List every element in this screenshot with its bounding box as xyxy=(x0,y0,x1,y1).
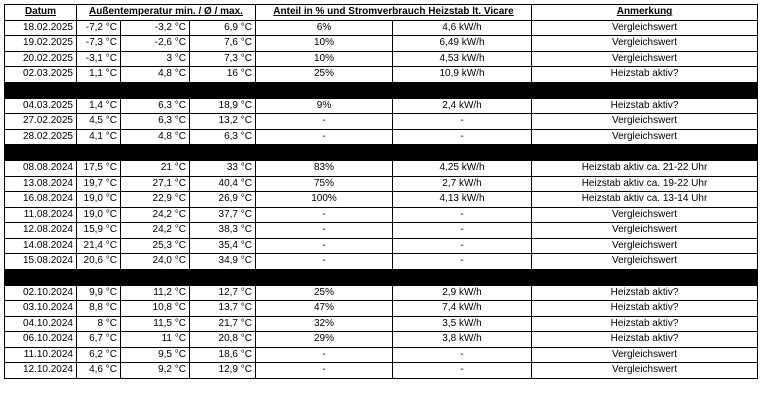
table-row xyxy=(5,238,758,254)
cell-temp-avg: 24,2 °C xyxy=(121,223,190,239)
cell-share: 10% xyxy=(256,51,393,67)
cell-temp-avg: 9,5 °C xyxy=(121,347,190,363)
cell-remark: Heizstab aktiv? xyxy=(532,285,758,301)
cell-power: - xyxy=(393,347,532,363)
cell-temp-min: -7,2 °C xyxy=(77,20,121,36)
cell-date: 20.02.2025 xyxy=(5,51,77,67)
cell-share: 32% xyxy=(256,316,393,332)
cell-temp-max: 40,4 °C xyxy=(190,176,256,192)
cell-temp-min: 21,4 °C xyxy=(77,238,121,254)
table-row xyxy=(5,347,758,363)
table-row xyxy=(5,332,758,348)
cell-temp-max: 33 °C xyxy=(190,161,256,177)
cell-temp-min: -3,1 °C xyxy=(77,51,121,67)
cell-share: 10% xyxy=(256,36,393,52)
cell-date: 13.08.2024 xyxy=(5,176,77,192)
cell-temp-avg: -3,2 °C xyxy=(121,20,190,36)
cell-date: 02.03.2025 xyxy=(5,67,77,83)
cell-remark: Vergleichswert xyxy=(532,223,758,239)
cell-date: 12.08.2024 xyxy=(5,223,77,239)
cell-temp-avg: 24,2 °C xyxy=(121,207,190,223)
cell-temp-avg: 27,1 °C xyxy=(121,176,190,192)
cell-remark: Heizstab aktiv? xyxy=(532,98,758,114)
table-row xyxy=(5,207,758,223)
cell-temp-max: 34,9 °C xyxy=(190,254,256,270)
cell-power: 7,4 kW/h xyxy=(393,301,532,317)
table-row xyxy=(5,192,758,208)
cell-share: 47% xyxy=(256,301,393,317)
cell-remark: Heizstab aktiv? xyxy=(532,316,758,332)
cell-power: 4,13 kW/h xyxy=(393,192,532,208)
cell-temp-min: 1,4 °C xyxy=(77,98,121,114)
cell-temp-min: 6,7 °C xyxy=(77,332,121,348)
cell-date: 04.03.2025 xyxy=(5,98,77,114)
cell-temp-min: 8,8 °C xyxy=(77,301,121,317)
heating-rod-table xyxy=(4,4,758,379)
table-row xyxy=(5,301,758,317)
cell-remark: Vergleichswert xyxy=(532,51,758,67)
table-wrapper xyxy=(4,4,758,379)
cell-temp-max: 18,6 °C xyxy=(190,347,256,363)
cell-power: 3,5 kW/h xyxy=(393,316,532,332)
cell-temp-max: 38,3 °C xyxy=(190,223,256,239)
table-row xyxy=(5,51,758,67)
cell-temp-max: 37,7 °C xyxy=(190,207,256,223)
header-datum: Datum xyxy=(5,5,77,21)
separator-bar xyxy=(5,269,758,285)
group-separator xyxy=(5,269,758,285)
cell-date: 18.02.2025 xyxy=(5,20,77,36)
cell-remark: Heizstab aktiv ca. 21-22 Uhr xyxy=(532,161,758,177)
table-row xyxy=(5,129,758,145)
cell-temp-avg: 11,5 °C xyxy=(121,316,190,332)
cell-power: - xyxy=(393,238,532,254)
cell-remark: Vergleichswert xyxy=(532,20,758,36)
table-row xyxy=(5,36,758,52)
cell-date: 28.02.2025 xyxy=(5,129,77,145)
cell-power: 2,7 kW/h xyxy=(393,176,532,192)
header-share: Anteil in % und Stromverbrauch Heizstab lt. Vicare xyxy=(256,5,532,21)
cell-date: 14.08.2024 xyxy=(5,238,77,254)
cell-temp-min: 6,2 °C xyxy=(77,347,121,363)
cell-temp-avg: 11,2 °C xyxy=(121,285,190,301)
cell-power: - xyxy=(393,223,532,239)
cell-temp-avg: 21 °C xyxy=(121,161,190,177)
cell-remark: Vergleichswert xyxy=(532,114,758,130)
cell-temp-min: -7,3 °C xyxy=(77,36,121,52)
table-row xyxy=(5,20,758,36)
cell-temp-avg: -2,6 °C xyxy=(121,36,190,52)
cell-temp-min: 19,7 °C xyxy=(77,176,121,192)
cell-remark: Vergleichswert xyxy=(532,347,758,363)
cell-share: 29% xyxy=(256,332,393,348)
cell-share: - xyxy=(256,129,393,145)
table-row xyxy=(5,254,758,270)
header-remark: Anmerkung xyxy=(532,5,758,21)
cell-power: 2,4 kW/h xyxy=(393,98,532,114)
cell-temp-max: 21,7 °C xyxy=(190,316,256,332)
cell-date: 11.08.2024 xyxy=(5,207,77,223)
cell-share: 25% xyxy=(256,67,393,83)
cell-date: 08.08.2024 xyxy=(5,161,77,177)
cell-temp-avg: 4,8 °C xyxy=(121,129,190,145)
cell-date: 12.10.2024 xyxy=(5,363,77,379)
cell-share: 25% xyxy=(256,285,393,301)
cell-temp-avg: 4,8 °C xyxy=(121,67,190,83)
table-row xyxy=(5,98,758,114)
table-row xyxy=(5,316,758,332)
cell-share: - xyxy=(256,363,393,379)
cell-temp-avg: 22,9 °C xyxy=(121,192,190,208)
cell-share: - xyxy=(256,223,393,239)
table-body xyxy=(5,20,758,378)
cell-temp-avg: 25,3 °C xyxy=(121,238,190,254)
cell-temp-avg: 6,3 °C xyxy=(121,114,190,130)
cell-share: - xyxy=(256,114,393,130)
cell-share: - xyxy=(256,207,393,223)
cell-date: 16.08.2024 xyxy=(5,192,77,208)
cell-power: 4,25 kW/h xyxy=(393,161,532,177)
cell-power: 4,6 kW/h xyxy=(393,20,532,36)
cell-temp-max: 12,9 °C xyxy=(190,363,256,379)
cell-temp-min: 1,1 °C xyxy=(77,67,121,83)
cell-temp-avg: 11 °C xyxy=(121,332,190,348)
cell-share: 83% xyxy=(256,161,393,177)
cell-date: 11.10.2024 xyxy=(5,347,77,363)
cell-date: 27.02.2025 xyxy=(5,114,77,130)
cell-power: 3,8 kW/h xyxy=(393,332,532,348)
cell-remark: Vergleichswert xyxy=(532,238,758,254)
cell-temp-min: 9,9 °C xyxy=(77,285,121,301)
table-row xyxy=(5,176,758,192)
cell-temp-min: 4,5 °C xyxy=(77,114,121,130)
cell-share: - xyxy=(256,254,393,270)
table-row xyxy=(5,223,758,239)
cell-power: - xyxy=(393,207,532,223)
cell-temp-max: 12,7 °C xyxy=(190,285,256,301)
cell-share: - xyxy=(256,347,393,363)
header-row xyxy=(5,5,758,21)
cell-temp-min: 20,6 °C xyxy=(77,254,121,270)
cell-temp-max: 35,4 °C xyxy=(190,238,256,254)
cell-temp-min: 15,9 °C xyxy=(77,223,121,239)
cell-temp-max: 6,3 °C xyxy=(190,129,256,145)
cell-power: - xyxy=(393,254,532,270)
cell-power: - xyxy=(393,129,532,145)
cell-temp-min: 8 °C xyxy=(77,316,121,332)
cell-temp-max: 20,8 °C xyxy=(190,332,256,348)
cell-temp-avg: 9,2 °C xyxy=(121,363,190,379)
cell-date: 04.10.2024 xyxy=(5,316,77,332)
table-row xyxy=(5,161,758,177)
table-row xyxy=(5,114,758,130)
separator-bar xyxy=(5,82,758,98)
cell-temp-max: 26,9 °C xyxy=(190,192,256,208)
cell-share: - xyxy=(256,238,393,254)
cell-remark: Heizstab aktiv? xyxy=(532,301,758,317)
cell-remark: Vergleichswert xyxy=(532,129,758,145)
cell-power: 6,49 kW/h xyxy=(393,36,532,52)
cell-share: 6% xyxy=(256,20,393,36)
cell-date: 19.02.2025 xyxy=(5,36,77,52)
cell-temp-avg: 24,0 °C xyxy=(121,254,190,270)
cell-temp-avg: 6,3 °C xyxy=(121,98,190,114)
cell-temp-max: 18,9 °C xyxy=(190,98,256,114)
cell-temp-max: 7,6 °C xyxy=(190,36,256,52)
cell-date: 03.10.2024 xyxy=(5,301,77,317)
cell-remark: Heizstab aktiv? xyxy=(532,67,758,83)
cell-temp-min: 19,0 °C xyxy=(77,207,121,223)
cell-temp-avg: 3 °C xyxy=(121,51,190,67)
cell-temp-min: 17,5 °C xyxy=(77,161,121,177)
table-row xyxy=(5,363,758,379)
cell-remark: Heizstab aktiv ca. 19-22 Uhr xyxy=(532,176,758,192)
cell-temp-max: 13,2 °C xyxy=(190,114,256,130)
cell-power: 10,9 kW/h xyxy=(393,67,532,83)
cell-date: 15.08.2024 xyxy=(5,254,77,270)
cell-power: - xyxy=(393,363,532,379)
cell-share: 75% xyxy=(256,176,393,192)
cell-share: 100% xyxy=(256,192,393,208)
cell-temp-avg: 10,8 °C xyxy=(121,301,190,317)
cell-temp-max: 16 °C xyxy=(190,67,256,83)
cell-temp-min: 19,0 °C xyxy=(77,192,121,208)
cell-share: 9% xyxy=(256,98,393,114)
header-temperature: Außentemperatur min. / Ø / max. xyxy=(77,5,256,21)
cell-power: 2,9 kW/h xyxy=(393,285,532,301)
cell-temp-max: 6,9 °C xyxy=(190,20,256,36)
table-row xyxy=(5,285,758,301)
cell-power: - xyxy=(393,114,532,130)
cell-remark: Heizstab aktiv? xyxy=(532,332,758,348)
group-separator xyxy=(5,145,758,161)
cell-temp-max: 7,3 °C xyxy=(190,51,256,67)
cell-date: 02.10.2024 xyxy=(5,285,77,301)
cell-date: 06.10.2024 xyxy=(5,332,77,348)
cell-temp-max: 13,7 °C xyxy=(190,301,256,317)
separator-bar xyxy=(5,145,758,161)
cell-temp-min: 4,1 °C xyxy=(77,129,121,145)
table-row xyxy=(5,67,758,83)
cell-remark: Vergleichswert xyxy=(532,207,758,223)
cell-temp-min: 4,6 °C xyxy=(77,363,121,379)
cell-remark: Vergleichswert xyxy=(532,363,758,379)
cell-remark: Vergleichswert xyxy=(532,36,758,52)
group-separator xyxy=(5,82,758,98)
cell-remark: Heizstab aktiv ca. 13-14 Uhr xyxy=(532,192,758,208)
cell-remark: Vergleichswert xyxy=(532,254,758,270)
cell-power: 4,53 kW/h xyxy=(393,51,532,67)
